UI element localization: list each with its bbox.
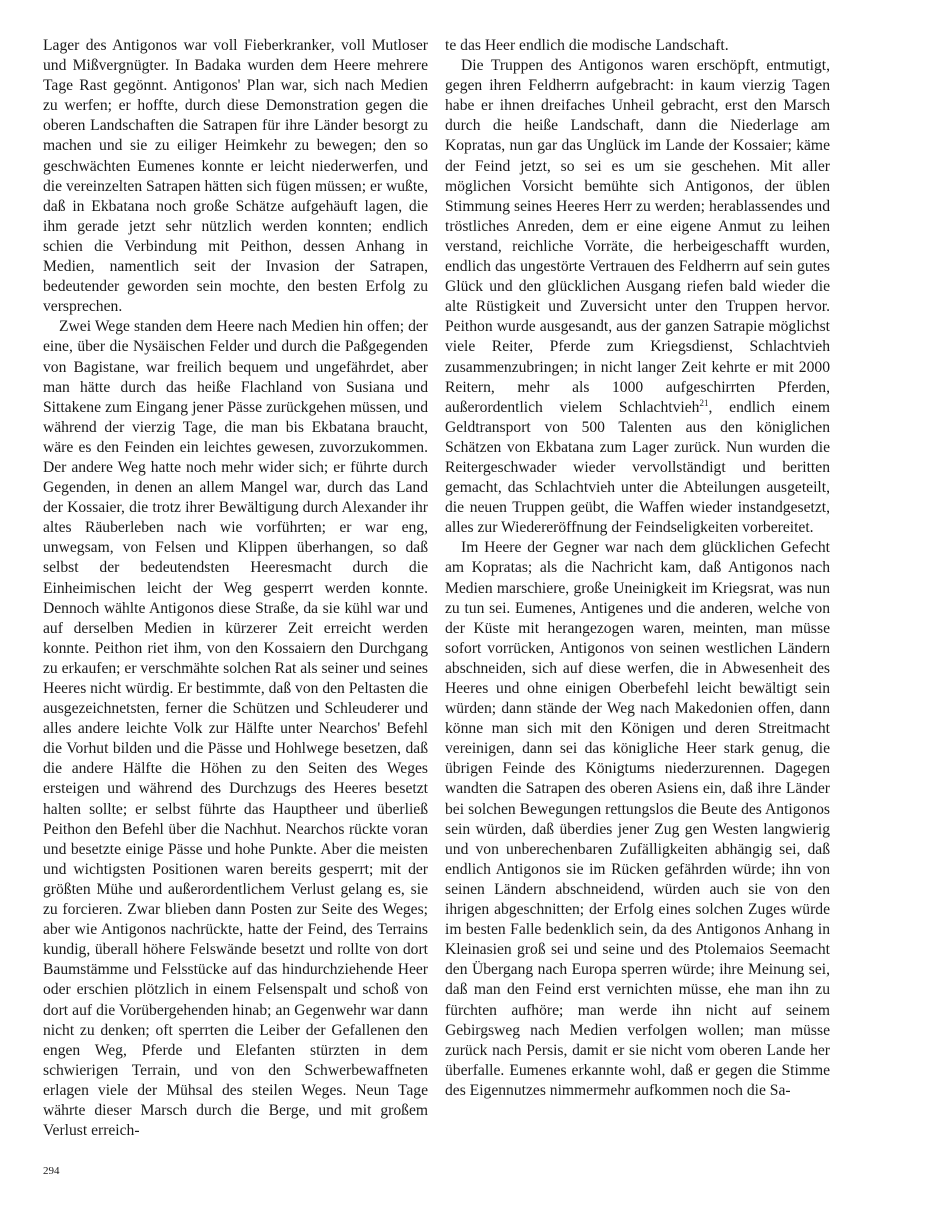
paragraph: te das Heer endlich die modische Landschaft. — [445, 37, 729, 54]
right-text-column — [445, 36, 830, 1156]
page-number: 294 — [43, 1165, 60, 1177]
paragraph: Zwei Wege standen dem Heere nach Medien hin offen; der eine, über die Nysäischen Felder und durch die Paßgegenden von Bagistane, war freilich bequem und ungefährdet, aber man hätte durch das heiße Flachland von Susiana und Sittakene zum Eingang jener Pässe zurückgehen müssen, und während der vierzig Tage, die man bis Ekbatana braucht, wäre es den Feinden ein leichtes gewesen, zuvorzukommen. Der andere Weg hatte noch mehr wider sich; er führte durch Gegenden, in denen an allem Mangel war, durch das Land der Kossaier, die trotz ihrer Bewältigung durch Alexander ihr altes Räuberleben nach wie vorführten; er war eng, unwegsam, von Felsen und Klippen überhangen, so daß selbst der bedeutendsten Heeresmacht durch die Einheimischen leicht der Weg gesperrt werden konnte. Dennoch wählte Antigonos diese Straße, da sie kühl war und auf derselben Medien in kürzerer Zeit erreicht werden konnte. Peithon riet ihm, von den Kossaiern den Durchgang zu erkaufen; er verschmähte solchen Rat als seiner und seines Heeres nicht würdig. Er bestimmte, daß von den Peltasten die ausgezeichnetsten, ferner die Schützen und Schleuderer und alles andere leichte Volk zur Hälfte unter Nearchos' Befehl die Vorhut bilden und die Pässe und Hohlwege besetzen, daß die andere Hälfte die Höhen zu den Seiten des Weges ersteigen und während des Durchzugs des Heeres besetzt halten sollte; er selbst führte das Hauptheer und überließ Peithon den Befehl über die Nachhut. Nearchos rückte voran und besetzte einige Pässe und hohe Punkte. Aber die meisten und wichtigsten Positionen waren bereits gesperrt; mit der größten Mühe und außerordentlichem Verlust gelang es, sie zu forcieren. Zwar blieben dann Posten zur Seite des Weges; aber wie Antigonos nachrückte, hatte der Feind, des Terrains kundig, überall höhere Felswände besetzt und rollte von dort Baumstämme und Felsstücke auf das hindurchziehende Heer oder erschien plötzlich in einem Felsenspalt und schoß von dort auf die Vorübergehenden hinab; an Gegenwehr war dann nicht zu denken; oft sperrten die Leiber der Gefallenen den engen Weg, Pferde und Elefanten stürzten in dem schwierigen Terrain, und von den Schwerbewaffneten erlagen viele der Mühsal des steilen Weges. Neun Tage währte dieser Marsch durch die Berge, und mit großem Verlust erreich- — [43, 318, 428, 1140]
left-text-column — [43, 36, 428, 1156]
footnote-reference: 21 — [699, 397, 709, 408]
paragraph — [445, 56, 830, 538]
paragraph: Lager des Antigonos war voll Fieberkranker, voll Mutloser und Mißvergnügter. In Badaka wurden dem Heere mehrere Tage Rast gegönnt. Antigonos' Plan war, sich nach Medien zu werfen; er hoffte, durch diese Demonstration gegen die oberen Landschaften die Satrapen für ihre Länder besorgt zu machen und sie zu eiliger Heimkehr zu bewegen; den so geschwächten Eumenes konnte er leicht niederwerfen, und die vereinzelten Satrapen hätten sich fügen müssen; er wußte, daß in Ekbatana noch große Schätze aufgehäuft lagen, die ihm gerade jetzt sehr nützlich werden konnten; endlich schien die Verbindung mit Peithon, dessen Anhang in Medien, namentlich seit der Invasion der Satrapen, bedeutender geworden sein mochte, den besten Erfolg zu versprechen. — [43, 37, 428, 316]
paragraph-text: , endlich einem Geldtransport von 500 Talenten aus den königlichen Schätzen von Ekbatana zum Lager zurück. Nun wurden die Reitergeschwader wieder vervollständigt und beritten gemacht, das Schlachtvieh unter die Abteilungen ausgeteilt, die neuen Truppen geübt, die Waffen wieder instandgesetzt, alles zur Wiedereröffnung der Feindseligkeiten vorbereitet. — [445, 398, 830, 537]
paragraph: Im Heere der Gegner war nach dem glücklichen Gefecht am Kopratas; als die Nachricht kam, daß Antigonos nach Medien marschiere, große Uneinigkeit im Kriegsrat, was nun zu tun sei. Eumenes, Antigenes und die anderen, welche von der Küste mit herangezogen waren, meinten, man müsse sofort vorrücken, Antigonos von seinen westlichen Ländern abschneiden, sich auf diese werfen, die in Abwesenheit des Heeres und ohne einigen Oberbefehl leicht bewältigt sein würden; dann stände der Weg nach Makedonien offen, dann könne man sich mit den Königen und deren Streitmacht vereinigen, dann sei das königliche Heer stark genug, die übrigen Feinde des Königtums niederzurennen. Dagegen wandten die Satrapen des oberen Asiens ein, daß ihre Länder bei solchen Bewegungen rettungslos die Beute des Antigonos sein würden, daß überdies jener Zug gen Westen langwierig und von unberechenbaren Zufälligkeiten abhängig sei, daß endlich Antigonos sie im Rücken gefährden würde; ihn von seinen Ländern abschneidend, würden auch sie von den ihrigen abgeschnitten; der Erfolg eines solchen Zuges würde im besten Falle bedenklich sein, da des Antigonos Anhang in Kleinasien groß sei und seine und des Ptolemaios Seemacht den Übergang nach Europa sperren würde; ihre Meinung sei, daß man den Feind erst vernichten müsse, ehe man ihn zu fürchten aufhöre; man werde ihn nicht auf seinem Gebirgsweg nach Medien verfolgen wollen; man müsse zurück nach Persis, damit er sie nicht vom oberen Lande her überfalle. Eumenes erkannte wohl, daß er gegen die Stimme des Eigennutzes nimmermehr aufkommen noch die Sa- — [445, 539, 830, 1099]
paragraph-text: Die Truppen des Antigonos waren erschöpft, entmutigt, gegen ihren Feldherrn aufgebracht: in kaum vierzig Tagen habe er ihnen dreifaches Unheil gebracht, erst den Marsch durch die heiße Landschaft, dann die Niederlage am Kopratas, nun gar das Unglück im Lande der Kossaier; käme der Feind jetzt, so sei es um sie geschehen. Mit aller möglichen Vorsicht bemühte sich Antigonos, der üblen Stimmung seines Heeres Herr zu werden; herablassendes und tröstliches Anreden, dem er eine eigene Anmut zu leihen verstand, reichliche Vorräte, die herbeigeschafft wurden, endlich das ungestörte Vertrauen des Feldherrn auf sein gutes Glück und den glücklichen Ausgang riefen bald wieder die alte Rüstigkeit und Zuversicht unter den Truppen hervor. Peithon wurde ausgesandt, aus der ganzen Satrapie möglichst viele Reiter, Pferde zum Kriegsdienst, Schlachtvieh zusammenzubringen; in nicht langer Zeit kehrte er mit 2000 Reitern, mehr als 1000 aufgeschirrten Pferden, außerordentlich vielem Schlachtvieh — [445, 57, 830, 416]
